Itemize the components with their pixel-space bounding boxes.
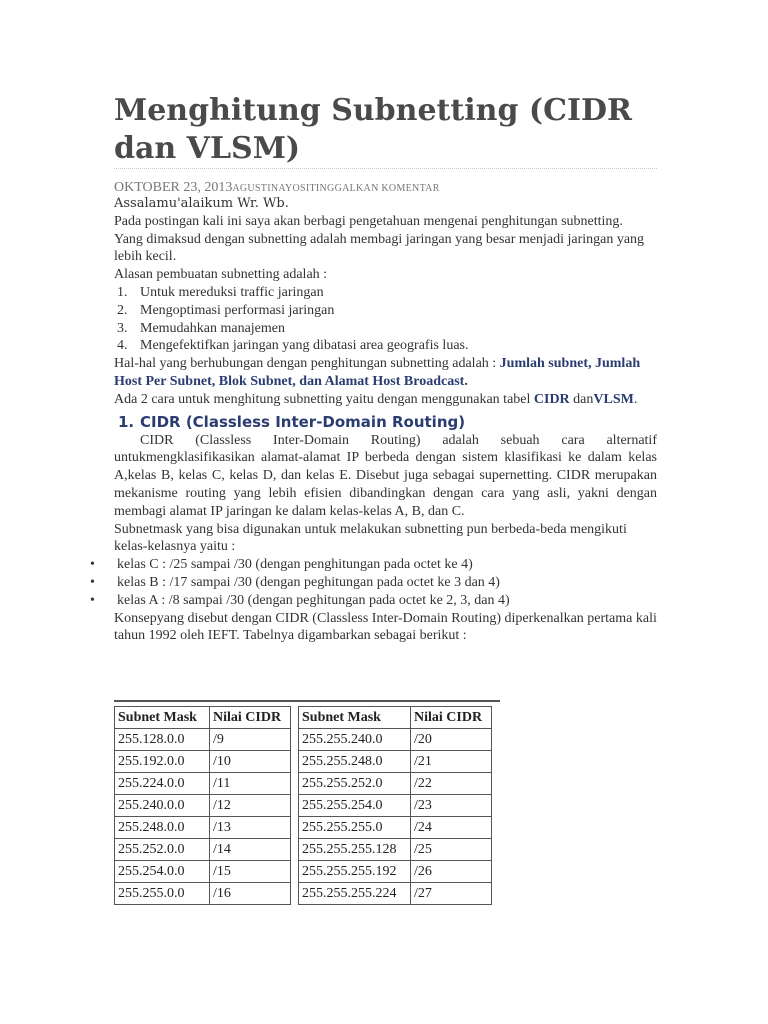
intro-paragraph-1: Pada postingan kali ini saya akan berbagi pengetahuan mengenai penghitungan subnetting.: [114, 213, 623, 229]
table-cell: 255.248.0.0: [115, 817, 210, 839]
list-item: [114, 320, 657, 338]
table-row: [115, 729, 291, 751]
table-cell: /26: [411, 861, 492, 883]
classes-list: [90, 556, 657, 609]
table-row: [115, 795, 291, 817]
table-header-cell: Subnet Mask: [115, 707, 210, 729]
post-author[interactable]: AGUSTINAYOSI: [232, 183, 310, 194]
table-cell: /20: [411, 729, 492, 751]
table-cell: /9: [210, 729, 291, 751]
methods-paragraph: [114, 391, 657, 409]
table-cell: /22: [411, 773, 492, 795]
table-row: [299, 751, 492, 773]
subnetmask-paragraph: Subnetmask yang bisa digunakan untuk melakukan subnetting pun berbeda-beda mengikuti kelas-kelasnya yaitu :: [114, 521, 627, 555]
list-item-text: Mengoptimasi performasi jaringan: [140, 302, 335, 318]
table-cell: 255.255.255.128: [299, 839, 411, 861]
methods-end: .: [633, 391, 638, 407]
table-row: [299, 817, 492, 839]
table-row: [299, 773, 492, 795]
methods-lead-text: Ada 2 cara untuk menghitung subnetting yaitu dengan menggunakan tabel: [114, 391, 534, 407]
list-item-text: kelas B : /17 sampai /30 (dengan peghitungan pada octet ke 3 dan 4): [117, 574, 500, 590]
table-cell: 255.255.248.0: [299, 751, 411, 773]
cidr-table-left: [114, 706, 291, 905]
table-cell: /16: [210, 883, 291, 905]
table-cell: /15: [210, 861, 291, 883]
list-number: 1.: [117, 284, 128, 300]
table-header-cell: Nilai CIDR: [411, 707, 492, 729]
list-item-text: kelas A : /8 sampai /30 (dengan peghitungan pada octet ke 2, 3, dan 4): [117, 592, 510, 608]
cidr-tables: [114, 700, 500, 918]
greeting: Assalamu'alaikum Wr. Wb.: [114, 196, 289, 211]
table-row: [299, 883, 492, 905]
list-item-text: Memudahkan manajemen: [140, 320, 286, 336]
list-item: [114, 302, 657, 320]
table-cell: 255.255.255.192: [299, 861, 411, 883]
concept-paragraph: Konsepyang disebut dengan CIDR (Classless Inter-Domain Routing) diperkenalkan pertama kali tahun 1992 oleh IEFT. Tabelnya digambarkan sebagai berikut :: [114, 610, 657, 644]
list-item: [114, 284, 657, 302]
list-item: [90, 574, 657, 592]
table-cell: 255.255.240.0: [299, 729, 411, 751]
related-lead-text: Hal-hal yang berhubungan dengan penghitungan subnetting adalah :: [114, 356, 500, 372]
bullet-icon: •: [90, 574, 95, 590]
cidr-paragraph: CIDR (Classless Inter-Domain Routing) adalah sebuah cara alternatif untukmengklasifikasikan alamat-alamat IP berbeda dengan sistem klasifikasi ke dalam kelas A,kelas B, kelas C, kelas D, dan kelas E. Disebut juga sebagai supernetting. CIDR merupakan mekanisme routing yang lebih efisien dibandingkan dengan cara yang asli, yakni dengan membagi alamat IP jaringan ke dalam kelas-kelas A, B, dan C.: [114, 432, 657, 519]
table-header-cell: Nilai CIDR: [210, 707, 291, 729]
intro-paragraph-2: Yang dimaksud dengan subnetting adalah membagi jaringan yang besar menjadi jaringan yang lebih kecil.: [114, 231, 645, 265]
table-cell: 255.252.0.0: [115, 839, 210, 861]
reasons-list: [114, 284, 657, 355]
list-number: 3.: [117, 320, 128, 336]
table-cell: 255.255.252.0: [299, 773, 411, 795]
table-cell: /27: [411, 883, 492, 905]
table-row: [115, 883, 291, 905]
table-cell: 255.255.254.0: [299, 795, 411, 817]
table-header-row: [115, 707, 291, 729]
leave-comment-link[interactable]: TINGGALKAN KOMENTAR: [309, 183, 440, 194]
table-row: [115, 839, 291, 861]
bullet-icon: •: [90, 592, 95, 608]
table-cell: 255.128.0.0: [115, 729, 210, 751]
table-cell: /10: [210, 751, 291, 773]
list-item-text: Untuk mereduksi traffic jaringan: [140, 284, 324, 300]
list-number: 4.: [117, 338, 128, 354]
title-divider: [114, 168, 657, 169]
list-item: [90, 556, 657, 574]
section-title: CIDR (Classless Inter-Domain Routing): [140, 412, 466, 431]
table-cell: /13: [210, 817, 291, 839]
table-cell: /11: [210, 773, 291, 795]
list-item: [114, 337, 657, 355]
section-heading: [114, 412, 657, 432]
table-row: [115, 751, 291, 773]
table-row: [299, 861, 492, 883]
table-cell: 255.255.255.0: [299, 817, 411, 839]
table-row: [299, 795, 492, 817]
methods-dan: dan: [569, 391, 594, 407]
post-meta: [114, 180, 440, 196]
table-cell: 255.255.0.0: [115, 883, 210, 905]
table-cell: 255.254.0.0: [115, 861, 210, 883]
table-cell: 255.240.0.0: [115, 795, 210, 817]
methods-cidr: CIDR: [533, 391, 570, 407]
reasons-label: Alasan pembuatan subnetting adalah :: [114, 267, 328, 283]
page-title: Menghitung Subnetting (CIDR dan VLSM): [114, 93, 632, 166]
table-cell: /12: [210, 795, 291, 817]
table-cell: /25: [411, 839, 492, 861]
table-row: [299, 839, 492, 861]
table-cell: /23: [411, 795, 492, 817]
table-cell: 255.224.0.0: [115, 773, 210, 795]
table-cell: /24: [411, 817, 492, 839]
table-cell: /14: [210, 839, 291, 861]
related-paragraph: [114, 355, 657, 391]
table-cell: /21: [411, 751, 492, 773]
table-header-row: [299, 707, 492, 729]
table-row: [115, 773, 291, 795]
post-date[interactable]: OKTOBER 23, 2013: [114, 180, 233, 195]
list-item-text: kelas C : /25 sampai /30 (dengan penghitungan pada octet ke 4): [117, 557, 473, 573]
methods-vlsm: VLSM: [593, 391, 634, 407]
table-row: [115, 817, 291, 839]
table-cell: 255.255.255.224: [299, 883, 411, 905]
bullet-icon: •: [90, 557, 95, 573]
article-body: [90, 195, 657, 645]
table-top-rule: [114, 700, 500, 702]
related-bold-text: Jumlah subnet, Jumlah Host Per Subnet, Blok Subnet, dan Alamat Host Broadcast.: [114, 356, 641, 389]
cidr-table-right: [298, 706, 492, 905]
table-row: [299, 729, 492, 751]
list-item-text: Mengefektifkan jaringan yang dibatasi area geografis luas.: [140, 338, 469, 354]
list-number: 2.: [117, 302, 128, 318]
table-cell: 255.192.0.0: [115, 751, 210, 773]
list-item: [90, 592, 657, 610]
table-header-cell: Subnet Mask: [299, 707, 411, 729]
section-number: 1.: [118, 412, 135, 431]
table-row: [115, 861, 291, 883]
